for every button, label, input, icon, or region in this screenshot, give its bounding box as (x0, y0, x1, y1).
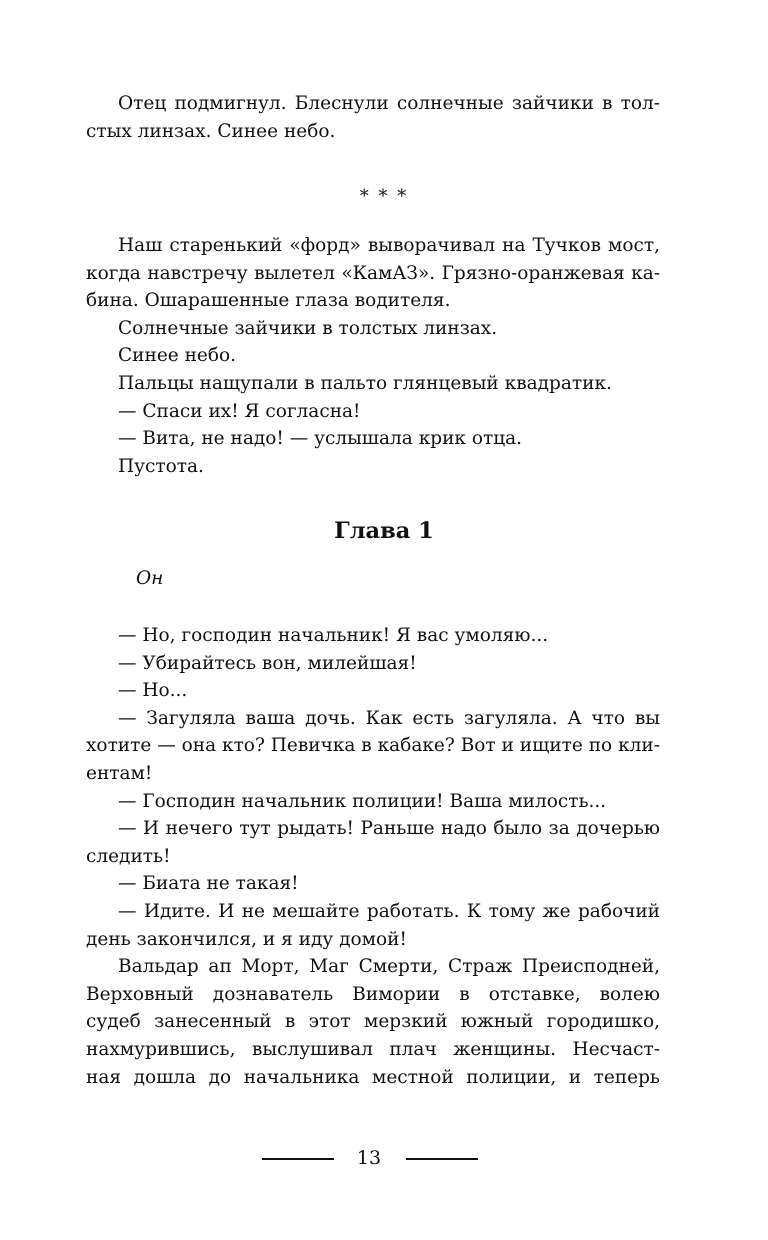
text-line: Вальдар ап Морт, Маг Смерти, Страж Преисподней, (118, 956, 660, 978)
text-line: Наш старенький «форд» выворачивал на Тучков мост, (118, 235, 660, 256)
text-line: — Биата не такая! (118, 873, 299, 895)
chapter-text (86, 622, 660, 1091)
text-line: бина. Ошарашенные глаза водителя. (86, 290, 451, 312)
scene-separator: * * * (359, 186, 409, 207)
text-line: следить! (86, 845, 171, 867)
text-line: — И нечего тут рыдать! Раньше надо было за дочерью (118, 818, 660, 840)
footer-rule-right (406, 1158, 478, 1160)
page-footer (0, 1146, 768, 1170)
opening-paragraph (86, 90, 660, 145)
text-line: ная дошла до начальника местной полиции, и теперь (86, 1066, 660, 1088)
text-line: когда навстречу вылетел «КамАЗ». Грязно-оранжевая ка- (86, 262, 660, 284)
text-line: — Спаси их! Я согласна! (118, 400, 361, 422)
text-line: ентам! (86, 762, 153, 784)
footer-rule-left (262, 1158, 334, 1160)
text-line: Пустота. (118, 455, 204, 477)
text-line: день закончился, и я иду домой! (86, 928, 407, 950)
text-line: Верховный дознаватель Вимории в отставке, волею (86, 983, 660, 1005)
page-number: 13 (356, 1147, 382, 1169)
text-line: Отец подмигнул. Блеснули солнечные зайчики в тол- (118, 93, 660, 114)
text-line: — Господин начальник полиции! Ваша милость... (118, 790, 607, 812)
text-line: судеб занесенный в этот мерзкий южный городишко, (86, 1011, 660, 1033)
text-line: — Но, господин начальник! Я вас умоляю... (118, 625, 549, 646)
text-line: — Но... (118, 680, 188, 702)
text-line: Пальцы нащупали в пальто глянцевый квадратик. (118, 372, 612, 394)
text-line: — Идите. И не мешайте работать. К тому же рабочий (118, 900, 660, 922)
chapter-title: Глава 1 (334, 518, 434, 544)
text-line: стых линзах. Синее небо. (86, 120, 336, 142)
text-line: Синее небо. (118, 345, 237, 367)
chapter-subtitle: Он (136, 568, 164, 589)
text-line: — Убирайтесь вон, милейшая! (118, 652, 417, 674)
text-line: нахмурившись, выслушивал плач женщины. Несчаст- (86, 1038, 660, 1060)
text-line: хотите — она кто? Певичка в кабаке? Вот и ищите по кли- (86, 735, 660, 757)
scene-text (86, 232, 660, 480)
text-line: — Вита, не надо! — услышала крик отца. (118, 428, 523, 450)
text-line: — Загуляла ваша дочь. Как есть загуляла. А что вы (118, 707, 660, 729)
text-line: Солнечные зайчики в толстых линзах. (118, 317, 498, 339)
